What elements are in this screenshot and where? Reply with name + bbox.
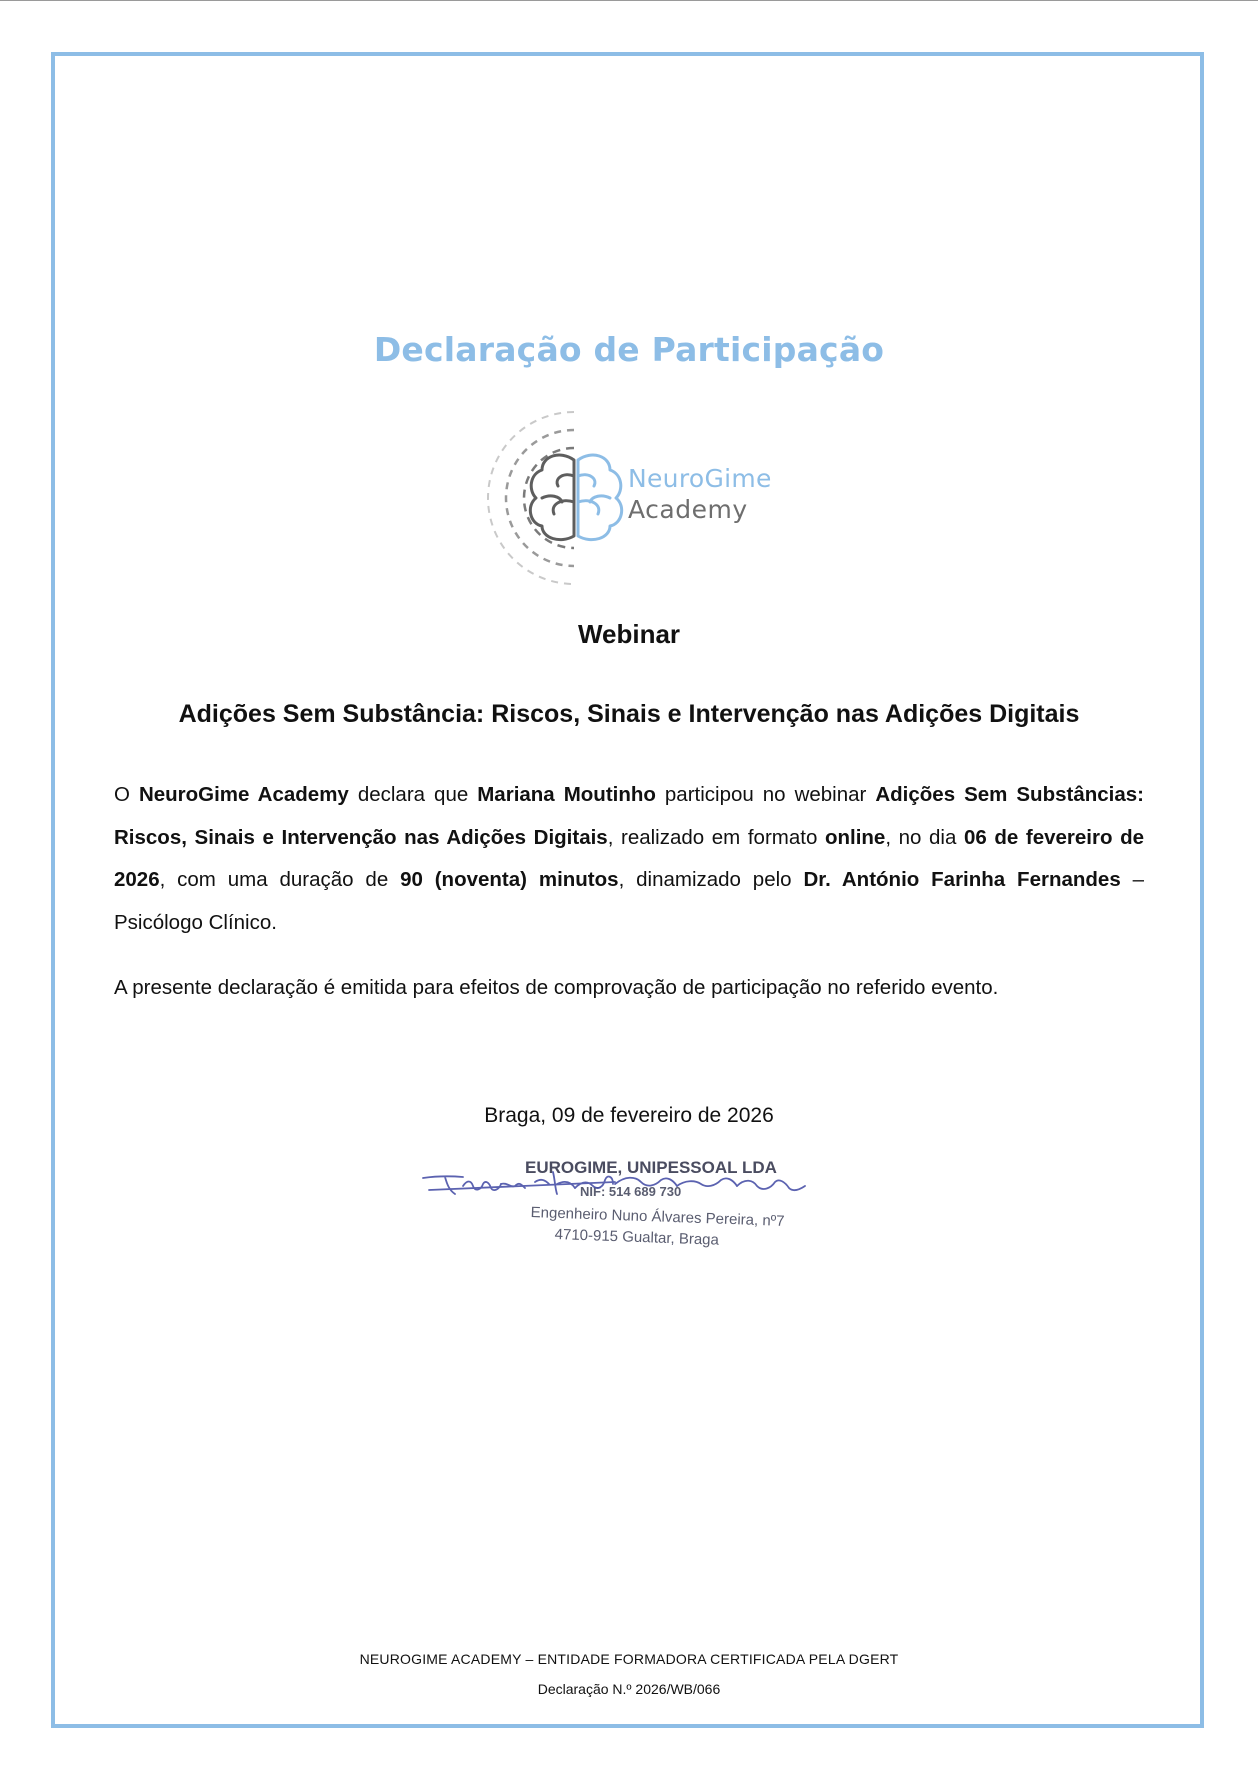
declaration-text: , no dia (885, 825, 964, 849)
place-date: Braga, 09 de fevereiro de 2026 (484, 1104, 774, 1127)
stamp-postal: 4710-915 Gualtar, Braga (554, 1226, 720, 1249)
declaration-paragraph (114, 774, 1144, 944)
academy-logo (480, 410, 800, 585)
declaration-text: participou no webinar (655, 783, 876, 806)
event-format: online (824, 825, 886, 849)
purpose-statement: A presente declaração é emitida para efeitos de comprovação de participação no referido evento. (114, 976, 999, 999)
trainer-name: Dr. António Farinha Fernandes (803, 868, 1121, 891)
page-title: Declaração de Participação (373, 330, 885, 369)
stamp-company: EUROGIME, UNIPESSOAL LDA (525, 1158, 777, 1177)
declaration-text: , realizado em formato (607, 825, 825, 849)
stamp-address: Engenheiro Nuno Álvares Pereira, nº7 (530, 1204, 785, 1230)
participant-name: Mariana Moutinho (477, 783, 656, 806)
stamp-nif: NIF: 514 689 730 (580, 1184, 682, 1199)
declaration-number: Declaração N.º 2026/WB/066 (537, 1681, 721, 1697)
declaration-text: declara que (348, 783, 478, 806)
organization-name: NeuroGime Academy (138, 783, 349, 806)
declaration-text: O (114, 783, 139, 806)
logo-subtitle: Academy (628, 495, 748, 524)
declaration-text: , dinamizado pelo (618, 868, 804, 891)
event-type: Webinar (577, 619, 681, 649)
footer-entity: NEUROGIME ACADEMY – ENTIDADE FORMADORA CERTIFICADA PELA DGERT (359, 1651, 899, 1667)
event-date: 06 de fevereiro de 2026 (114, 825, 1144, 891)
logo-name: NeuroGime (628, 464, 772, 493)
event-title: Adições Sem Substância: Riscos, Sinais e Intervenção nas Adições Digitais (178, 700, 1080, 728)
event-duration: 90 (noventa) minutos (400, 868, 619, 891)
company-stamp (415, 1150, 865, 1260)
webinar-title: Adições Sem Substâncias: Riscos, Sinais e Intervenção nas Adições Digitais (114, 783, 1144, 849)
declaration-text: – Psicólogo Clínico. (114, 868, 1144, 934)
top-rule (0, 0, 1258, 1)
signature (415, 1150, 865, 1260)
declaration-text: , com uma duração de (159, 868, 401, 891)
